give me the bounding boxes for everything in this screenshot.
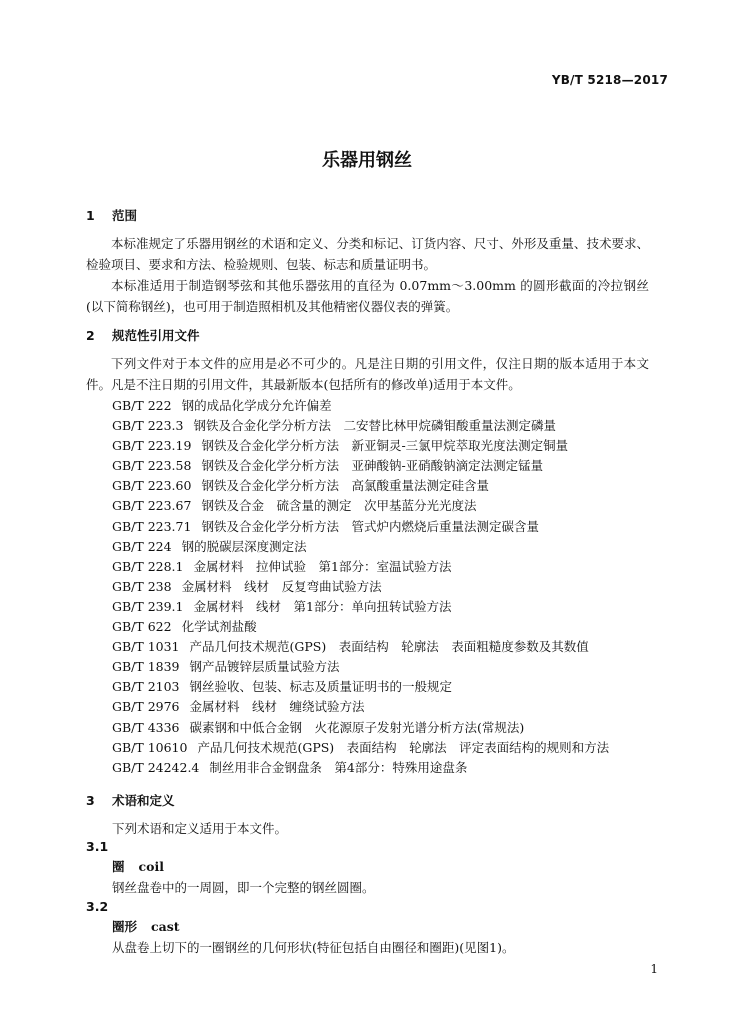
references-intro: 下列文件对于本文件的应用是必不可少的。凡是注日期的引用文件，仅注日期的版本适用于本文件。凡是不注日期的引用文件，其最新版本(包括所有的修改单)适用于本文件。 xyxy=(86,356,649,392)
reference-title: 钢的脱碳层深度测定法 xyxy=(181,538,307,554)
reference-item xyxy=(112,416,652,436)
reference-item xyxy=(112,597,652,617)
section-number: 3 xyxy=(86,793,95,808)
page-title: 乐器用钢丝 xyxy=(322,150,412,171)
section-title: 范围 xyxy=(112,208,138,223)
reference-code: GB/T 4336 xyxy=(112,719,180,735)
reference-code: GB/T 223.58 xyxy=(112,458,192,474)
term-heading xyxy=(112,919,180,935)
reference-item xyxy=(112,517,652,537)
section-1-heading xyxy=(86,208,137,224)
reference-title: 制丝用非合金钢盘条 第4部分：特殊用途盘条 xyxy=(209,759,468,775)
term-zh: 圈 xyxy=(112,859,125,874)
term-number: 3.2 xyxy=(86,899,109,914)
standard-code: YB/T 5218—2017 xyxy=(551,73,668,87)
reference-title: 钢铁及合金化学分析方法 高氯酸重量法测定硅含量 xyxy=(201,478,489,494)
terms-intro: 下列术语和定义适用于本文件。 xyxy=(112,821,288,836)
page-number: 1 xyxy=(650,962,658,976)
reference-code: GB/T 1839 xyxy=(112,659,180,675)
reference-title: 钢铁及合金化学分析方法 亚砷酸钠-亚硝酸钠滴定法测定锰量 xyxy=(201,458,544,474)
term-en: coil xyxy=(138,859,164,874)
reference-title: 钢产品镀锌层质量试验方法 xyxy=(189,659,340,675)
reference-title: 碳素钢和中低合金钢 火花源原子发射光谱分析方法(常规法) xyxy=(189,719,525,735)
reference-title: 钢丝验收、包装、标志及质量证明书的一般规定 xyxy=(189,679,453,695)
reference-title: 金属材料 线材 第1部分：单向扭转试验方法 xyxy=(193,598,452,614)
reference-item xyxy=(112,456,652,476)
reference-item xyxy=(112,436,652,456)
reference-title: 金属材料 拉伸试验 第1部分：室温试验方法 xyxy=(193,558,452,574)
term-definition: 从盘卷上切下的一圈钢丝的几何形状(特征包括自由圈径和圈距)(见图1)。 xyxy=(112,940,515,955)
reference-item xyxy=(112,677,652,697)
term-zh: 圈形 xyxy=(112,919,138,934)
scope-paragraph-1: 本标准规定了乐器用钢丝的术语和定义、分类和标记、订货内容、尺寸、外形及重量、技术要求、检验项目、要求和方法、检验规则、包装、标志和质量证明书。 xyxy=(86,236,649,272)
section-title: 规范性引用文件 xyxy=(112,328,200,343)
reference-item xyxy=(112,476,652,496)
reference-title: 产品几何技术规范(GPS) 表面结构 轮廓法 评定表面结构的规则和方法 xyxy=(197,739,610,755)
reference-code: GB/T 223.19 xyxy=(112,438,192,454)
reference-item xyxy=(112,718,652,738)
reference-code: GB/T 1031 xyxy=(112,639,180,655)
scope-paragraph-2: 本标准适用于制造钢琴弦和其他乐器弦用的直径为 0.07mm～3.00mm 的圆形截面的冷拉钢丝(以下简称钢丝)，也可用于制造照相机及其他精密仪器仪表的弹簧。 xyxy=(86,278,649,314)
reference-code: GB/T 223.3 xyxy=(112,418,184,434)
reference-item xyxy=(112,617,652,637)
reference-item xyxy=(112,657,652,677)
section-number: 1 xyxy=(86,208,95,223)
reference-code: GB/T 223.71 xyxy=(112,518,192,534)
reference-title: 钢铁及合金 硫含量的测定 次甲基蓝分光光度法 xyxy=(201,498,477,514)
section-title: 术语和定义 xyxy=(112,793,175,808)
reference-code: GB/T 222 xyxy=(112,398,172,413)
section-2-heading xyxy=(86,328,200,344)
reference-code: GB/T 238 xyxy=(112,578,172,594)
term-en: cast xyxy=(151,919,180,934)
reference-title: 产品几何技术规范(GPS) 表面结构 轮廓法 表面粗糙度参数及其数值 xyxy=(189,639,589,655)
term-number: 3.1 xyxy=(86,839,109,854)
reference-code: GB/T 2976 xyxy=(112,699,180,715)
section-3-heading xyxy=(86,793,175,809)
reference-code: GB/T 224 xyxy=(112,538,172,554)
reference-item xyxy=(112,758,652,778)
reference-code: GB/T 24242.4 xyxy=(112,759,200,775)
reference-item xyxy=(112,396,652,416)
reference-code: GB/T 228.1 xyxy=(112,558,184,574)
reference-title: 钢的成品化学成分允许偏差 xyxy=(181,398,332,413)
reference-item xyxy=(112,496,652,516)
reference-code: GB/T 10610 xyxy=(112,739,188,755)
reference-item xyxy=(112,537,652,557)
reference-code: GB/T 2103 xyxy=(112,679,180,695)
reference-code: GB/T 622 xyxy=(112,619,172,635)
reference-code: GB/T 223.67 xyxy=(112,498,192,514)
reference-list xyxy=(112,396,652,778)
section-number: 2 xyxy=(86,328,95,343)
reference-code: GB/T 239.1 xyxy=(112,598,184,614)
reference-item xyxy=(112,637,652,657)
reference-title: 钢铁及合金化学分析方法 新亚铜灵-三氯甲烷萃取光度法测定铜量 xyxy=(201,438,569,454)
reference-title: 化学试剂盐酸 xyxy=(181,619,257,635)
reference-title: 金属材料 线材 缠绕试验方法 xyxy=(189,699,365,715)
reference-title: 钢铁及合金化学分析方法 管式炉内燃烧后重量法测定碳含量 xyxy=(201,518,539,534)
term-heading xyxy=(112,859,164,875)
term-definition: 钢丝盘卷中的一周圆，即一个完整的钢丝圆圈。 xyxy=(112,880,375,895)
reference-item xyxy=(112,697,652,717)
reference-title: 金属材料 线材 反复弯曲试验方法 xyxy=(181,578,382,594)
reference-title: 钢铁及合金化学分析方法 二安替比林甲烷磷钼酸重量法测定磷量 xyxy=(193,418,556,434)
reference-item xyxy=(112,738,652,758)
reference-item xyxy=(112,577,652,597)
reference-item xyxy=(112,557,652,577)
reference-code: GB/T 223.60 xyxy=(112,478,192,494)
